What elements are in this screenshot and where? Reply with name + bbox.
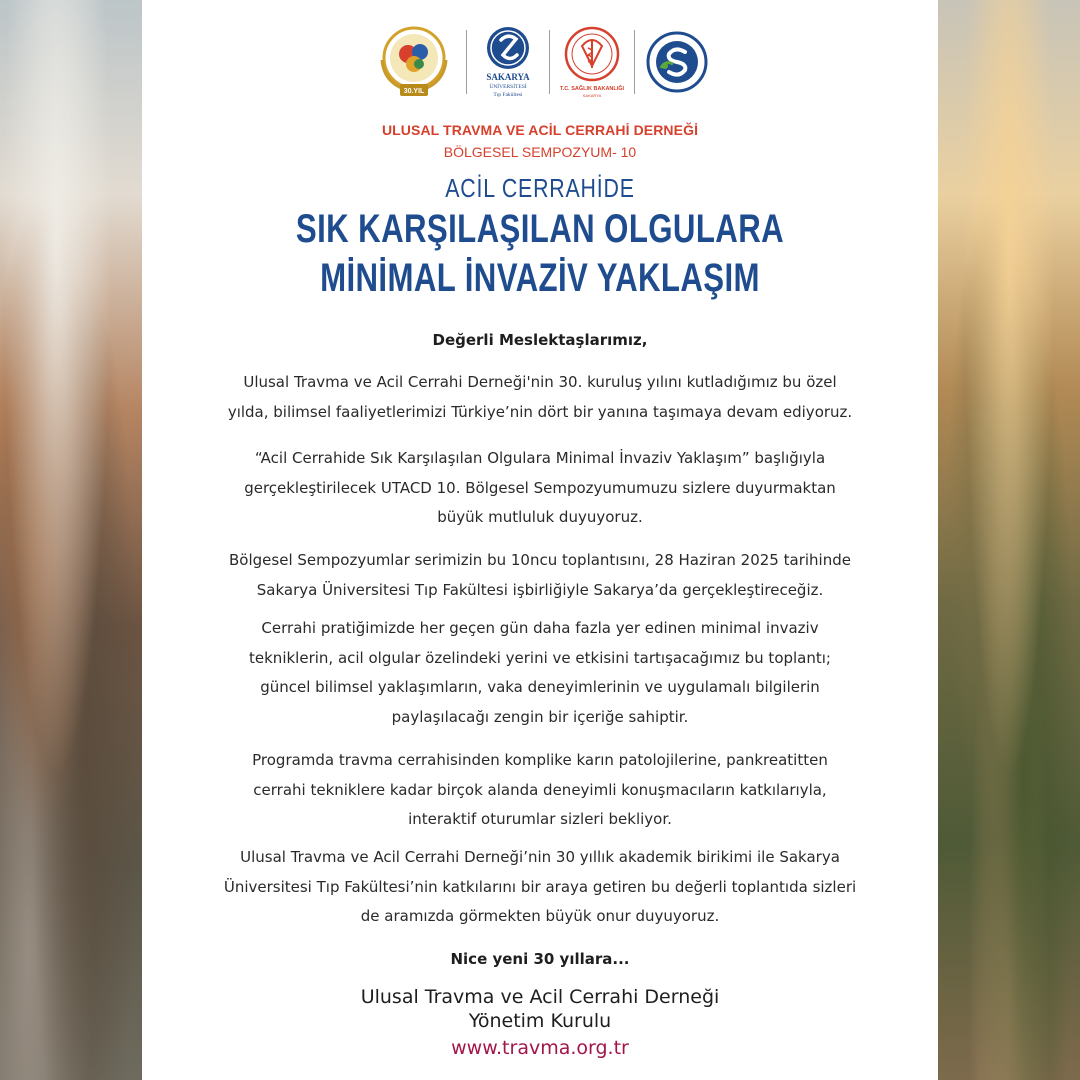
title-line-1: ACİL CERRAHİDE [445,173,635,203]
sakarya-egitim-arastirma-logo [645,30,709,94]
closing-line: Nice yeni 30 yıllara... [450,950,630,968]
blurred-background-left [0,0,142,1080]
svg-text:30.YIL: 30.YIL [403,88,424,95]
paragraph-1: Ulusal Travma ve Acil Cerrahi Derneği'nin 30. kuruluş yılını kutladığımız bu özel yılda, bilimsel faaliyetlerimizi Türkiye’nin dört bir yanına taşımaya devam ediyoruz. [227,373,853,421]
paragraph-3: Bölgesel Sempozyumlar serimizin bu 10ncu toplantısını, 28 Haziran 2025 tarihinde Sakarya Üniversitesi Tıp Fakültesi işbirliğiyle Sakarya’da gerçekleştireceğiz. [229,551,851,599]
paragraph-5: Programda travma cerrahisinden komplike karın patolojilerine, pankreatitten cerrahi tekniklere kadar birçok alanda deneyimli konuşmacıların katkılarıyla, interaktif oturumlar sizleri bekliyor. [252,751,828,828]
title-line-2: SIK KARŞILAŞILAN OLGULARA [295,207,785,251]
svg-text:SAKARYA: SAKARYA [485,72,530,82]
signature-board: Yönetim Kurulu [468,1010,612,1032]
website-link[interactable]: www.travma.org.tr [451,1037,629,1059]
signature-organization: Ulusal Travma ve Acil Cerrahi Derneği [360,986,720,1008]
logo-divider [549,30,550,94]
title-line-3: MİNİMAL İNVAZİV YAKLAŞIM [320,256,760,300]
signature-block [142,985,938,1033]
announcement-panel [142,0,938,1080]
symposium-label: BÖLGESEL SEMPOZYUM- 10 [443,144,637,160]
association-name: ULUSAL TRAVMA VE ACİL CERRAHİ DERNEĞİ [381,122,699,138]
utacd-30-yil-logo [372,20,456,104]
paragraph-2: “Acil Cerrahide Sık Karşılaşılan Olgulara Minimal İnvaziv Yaklaşım” başlığıyla gerçekleştirilecek UTACD 10. Bölgesel Sempozyumumuzu sizlere duyurmaktan büyük mutluluk duyuyoruz. [244,449,836,526]
greeting: Değerli Meslektaşlarımız, [432,331,648,349]
blurred-background-right [938,0,1080,1080]
svg-text:SAKARYA: SAKARYA [582,93,601,98]
logo-row [142,22,938,102]
svg-text:T.C. SAĞLIK BAKANLIĞI: T.C. SAĞLIK BAKANLIĞI [559,86,624,92]
svg-text:Tıp Fakültesi: Tıp Fakültesi [492,92,523,98]
paragraph-6: Ulusal Travma ve Acil Cerrahi Derneği’nin 30 yıllık akademik birikimi ile Sakarya Üniversitesi Tıp Fakültesi’nin katkılarını bir araya getiren bu değerli toplantıda sizleri de aramızda görmekten büyük onur duyuyoruz. [223,848,857,925]
logo-divider [634,30,635,94]
sakarya-universitesi-logo [477,24,539,100]
saglik-bakanligi-logo [560,24,624,100]
paragraph-4: Cerrahi pratiğimizde her geçen gün daha fazla yer edinen minimal invaziv teknikleri̇n, acil olgular özelindeki yerini ve etkisini tartışacağımız bu toplantı; güncel bilimsel yaklaşımların, vaka deneyimlerinin ve uygulamalı bilgilerin paylaşılacağı zengin bir içeriğe sahiptir. [249,619,831,726]
logo-divider [466,30,467,94]
svg-text:ÜNİVERSİTESİ: ÜNİVERSİTESİ [488,84,527,90]
